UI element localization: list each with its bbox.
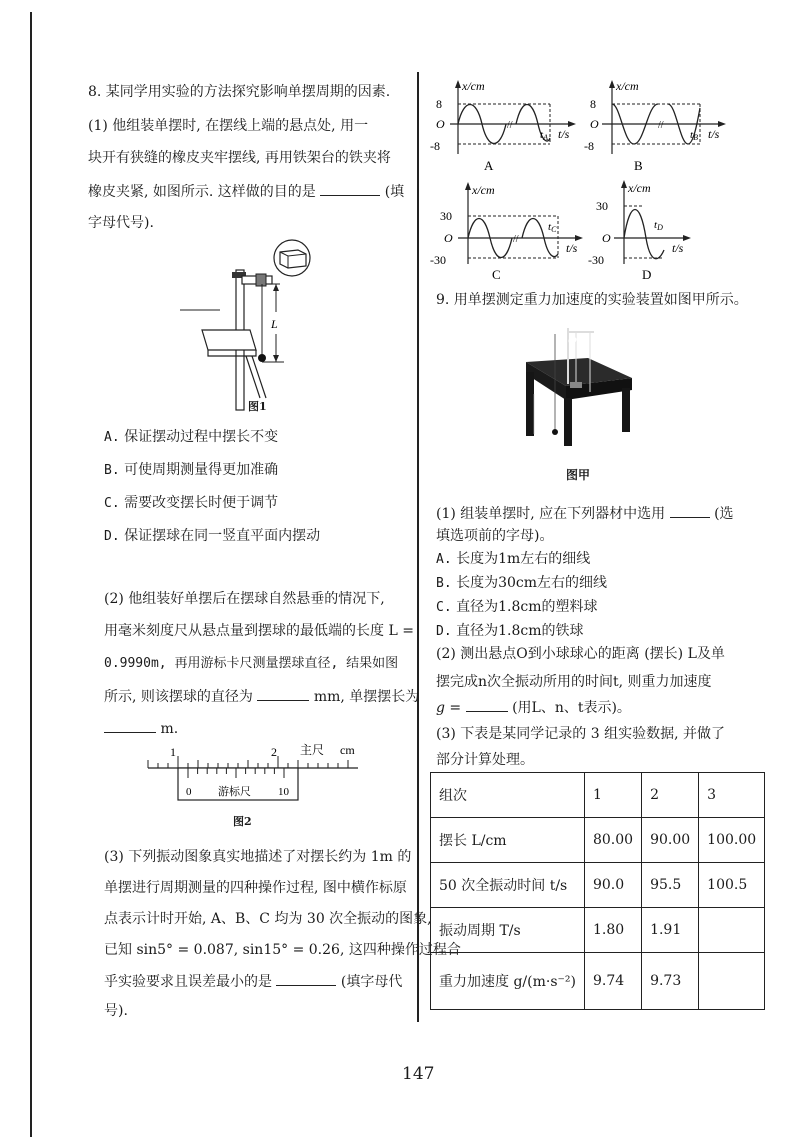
table-row xyxy=(431,953,765,1010)
graph-a-origin: O xyxy=(436,117,445,131)
q8-p1-line4: 字母代号). xyxy=(88,215,154,231)
svg-text://: // xyxy=(658,120,664,131)
graph-a-tlabel: t/s xyxy=(558,127,570,141)
fig2-vernier-label: 游标尺 xyxy=(218,786,251,798)
table-cell: 9.73 xyxy=(642,953,699,1010)
graph-b-t-marker xyxy=(690,129,698,142)
table-cell: 95.5 xyxy=(642,863,699,908)
graph-d-t-letter: t xyxy=(654,219,658,231)
graph-d-origin: O xyxy=(602,231,611,245)
graph-c-neg: -30 xyxy=(430,253,446,267)
q8-option-d-text: 保证摆球在同一竖直平面内摆动 xyxy=(124,528,321,544)
q9-option-a-letter: A. xyxy=(436,552,452,567)
q8-p3-line4: 已知 sin5° = 0.087, sin15° = 0.26, 这四种操作过程合 xyxy=(104,942,461,958)
graph-c-origin: O xyxy=(444,231,453,245)
graph-d-tlabel: t/s xyxy=(672,241,684,255)
q9-option-c-letter: C. xyxy=(436,600,452,615)
table-cell: 3 xyxy=(699,773,765,818)
table-cell: 90.0 xyxy=(584,863,641,908)
fig2-vernier-ten: 10 xyxy=(278,786,289,798)
q8-p1-line3-text: 橡皮夹紧, 如图所示. 这样做的目的是 xyxy=(88,184,316,200)
q9-option-c-text: 直径为1.8cm的塑料球 xyxy=(456,599,598,615)
graph-b-letter: B xyxy=(634,158,643,173)
table-row xyxy=(431,818,765,863)
graph-d-t-marker xyxy=(654,219,663,232)
q8-answer-blank-1[interactable] xyxy=(320,181,380,196)
q8-option-c-text: 需要改变摆长时便于调节 xyxy=(124,495,279,511)
graph-c-letter: C xyxy=(492,267,501,282)
graph-b-neg: -8 xyxy=(584,139,594,153)
q8-p3-line1: (3) 下列振动图象真实地描述了对摆长约为 1m 的 xyxy=(104,849,412,865)
q8-p1-line2: 块开有狭缝的橡皮夹牢摆线, 再用铁架台的铁夹将 xyxy=(88,150,391,166)
q8-p3-line5 xyxy=(104,971,402,992)
table-row xyxy=(431,863,765,908)
table-cell: 组次 xyxy=(431,773,585,818)
graph-b-t-letter: t xyxy=(690,129,694,141)
table-cell: 100.00 xyxy=(699,818,765,863)
figure-2-vernier-caliper xyxy=(140,742,370,804)
graph-d-ylabel: x/cm xyxy=(628,181,651,195)
q8-p2-line4-text: 所示, 则该摆球的直径为 xyxy=(104,689,253,705)
fig1-label-L: L xyxy=(271,317,278,331)
graph-a-t-letter: t xyxy=(540,129,544,141)
q8-p1-line3 xyxy=(88,181,404,202)
q9-data-table xyxy=(430,772,765,1010)
table-row xyxy=(431,908,765,953)
graph-d-letter: D xyxy=(642,267,652,282)
q8-option-a xyxy=(104,427,278,448)
q8-diameter-blank[interactable] xyxy=(257,686,309,701)
q9-option-d-letter: D. xyxy=(436,624,452,639)
q8-p2-line5 xyxy=(104,718,178,739)
graph-a-letter: A xyxy=(484,158,494,173)
figure-jia-caption: 图甲 xyxy=(566,468,591,482)
q9-p2-line3 xyxy=(436,697,631,718)
q8-p3-line5-text: 乎实验要求且误差最小的是 xyxy=(104,974,272,990)
q8-option-d-letter: D. xyxy=(104,529,120,544)
graph-a-neg: -8 xyxy=(430,139,440,153)
table-cell: 100.5 xyxy=(699,863,765,908)
graph-d-neg: -30 xyxy=(588,253,604,267)
fig2-tick-2: 2 xyxy=(271,745,277,759)
graph-c-ylabel: x/cm xyxy=(472,183,495,197)
graph-b-ylabel: x/cm xyxy=(616,79,639,93)
svg-text://: // xyxy=(513,234,519,245)
q9-option-b-letter: B. xyxy=(436,576,452,591)
q8-p3-line5-tail: (填字母代 xyxy=(340,974,403,990)
q8-p2-line4-tail: mm, 单摆摆长为 xyxy=(313,689,420,705)
q8-option-c-letter: C. xyxy=(104,496,120,511)
q9-option-c xyxy=(436,597,598,618)
page-number: 147 xyxy=(402,1064,435,1084)
graph-a-t-sub: A xyxy=(543,133,548,142)
q9-option-b xyxy=(436,573,607,594)
q9-option-a-text: 长度为1m左右的细线 xyxy=(456,551,591,567)
fig2-vernier-zero: 0 xyxy=(186,786,192,798)
graph-b xyxy=(584,79,726,173)
graph-d xyxy=(588,180,691,282)
q8-p3-line2: 单摆进行周期测量的四种操作过程, 图中横作标原 xyxy=(104,880,407,896)
q8-p3-line6: 号). xyxy=(104,1003,128,1019)
graph-b-origin: O xyxy=(590,117,599,131)
q9-p1-line1-text: (1) 组装单摆时, 应在下列器材中选用 xyxy=(436,506,666,522)
q8-option-a-text: 保证摆动过程中摆长不变 xyxy=(124,429,279,445)
svg-text://: // xyxy=(507,120,513,131)
table-cell: 摆长 L/cm xyxy=(431,818,585,863)
graph-d-t-sub: D xyxy=(657,223,663,232)
table-cell: 1.91 xyxy=(642,908,699,953)
graph-c-t-letter: t xyxy=(548,221,552,233)
table-cell: 50 次全振动时间 t/s xyxy=(431,863,585,908)
q8-option-b xyxy=(104,460,278,481)
vibration-graphs xyxy=(428,78,728,283)
table-cell: 重力加速度 g/(m·s⁻²) xyxy=(431,953,585,1010)
column-divider-line xyxy=(417,72,419,1022)
q9-g-blank[interactable] xyxy=(466,697,508,712)
table-header-row xyxy=(431,773,765,818)
figure-2-caption: 图2 xyxy=(233,815,252,828)
q8-answer-blank-3[interactable] xyxy=(276,971,336,986)
table-cell: 1.80 xyxy=(584,908,641,953)
q8-option-a-letter: A. xyxy=(104,430,120,445)
q8-p1-line3-tail: (填 xyxy=(384,184,405,200)
q9-option-d xyxy=(436,621,584,642)
table-cell: 1 xyxy=(584,773,641,818)
table-cell: 振动周期 T/s xyxy=(431,908,585,953)
q9-p2-line3-g: g = xyxy=(436,700,462,716)
q9-p2-line2: 摆完成n次全振动所用的时间t, 则重力加速度 xyxy=(436,674,712,690)
figure-1-caption: 图1 xyxy=(248,400,267,413)
fig2-tick-1: 1 xyxy=(170,745,176,759)
q8-p1-line1: (1) 他组装单摆时, 在摆线上端的悬点处, 用一 xyxy=(88,118,369,134)
graph-a-pos: 8 xyxy=(436,97,442,111)
q9-p1-line1-tail: (选 xyxy=(714,506,734,522)
table-cell xyxy=(699,908,765,953)
q9-p3-line1: (3) 下表是某同学记录的 3 组实验数据, 并做了 xyxy=(436,726,725,742)
q8-title: 8. 某同学用实验的方法探究影响单摆周期的因素. xyxy=(88,84,391,100)
graph-c-t-sub: C xyxy=(551,225,557,234)
graph-a-t-marker xyxy=(540,129,548,142)
graph-b-t-sub: B xyxy=(693,133,698,142)
q8-option-d xyxy=(104,526,320,547)
q8-p2-line3: 0.9990m, 再用游标卡尺测量摆球直径, 结果如图 xyxy=(104,656,399,671)
graph-a xyxy=(430,79,576,173)
q8-p2-line1: (2) 他组装好单摆后在摆球自然悬垂的情况下, xyxy=(104,591,385,607)
q8-length-blank[interactable] xyxy=(104,718,156,733)
graph-a-ylabel: x/cm xyxy=(462,79,485,93)
graph-c-tlabel: t/s xyxy=(566,241,578,255)
q9-option-a xyxy=(436,549,590,570)
q9-equipment-blank[interactable] xyxy=(670,503,710,518)
q8-p3-line3: 点表示计时开始, A、B、C 均为 30 次全振动的图象, xyxy=(104,911,432,927)
q8-option-b-letter: B. xyxy=(104,463,120,478)
graph-c xyxy=(430,182,583,282)
q9-option-d-text: 直径为1.8cm的铁球 xyxy=(456,623,584,639)
figure-jia-pendulum-table xyxy=(522,322,634,450)
figure-1-pendulum-stand xyxy=(180,238,340,413)
q9-p1-line2: 填选项前的字母)。 xyxy=(436,528,554,544)
q9-option-b-text: 长度为30cm左右的细线 xyxy=(456,575,608,591)
table-cell: 80.00 xyxy=(584,818,641,863)
table-cell: 2 xyxy=(642,773,699,818)
table-cell: 9.74 xyxy=(584,953,641,1010)
fig-jia-label-O: O xyxy=(568,333,577,347)
q8-p2-line4 xyxy=(104,686,419,707)
q9-p2-line1: (2) 测出悬点O到小球球心的距离 (摆长) L及单 xyxy=(436,646,725,662)
fig2-main-scale-label: 主尺 xyxy=(300,743,325,757)
left-margin-line xyxy=(30,12,32,1137)
q8-option-b-text: 可使周期测量得更加准确 xyxy=(124,462,279,478)
graph-b-tlabel: t/s xyxy=(708,127,720,141)
graph-c-t-marker xyxy=(548,221,557,234)
fig2-unit-label: cm xyxy=(340,743,355,757)
table-cell xyxy=(699,953,765,1010)
q9-p2-line3-tail: (用L、n、t表示)。 xyxy=(512,700,631,716)
q8-option-c xyxy=(104,493,278,514)
graph-b-pos: 8 xyxy=(590,97,596,111)
q8-p2-line2: 用毫米刻度尺从悬点量到摆球的最低端的长度 L = xyxy=(104,623,414,639)
graph-d-pos: 30 xyxy=(596,199,608,213)
q9-p1-line1 xyxy=(436,503,734,524)
table-cell: 90.00 xyxy=(642,818,699,863)
q9-p3-line2: 部分计算处理。 xyxy=(436,752,534,768)
q9-title: 9. 用单摆测定重力加速度的实验装置如图甲所示。 xyxy=(436,292,748,308)
graph-c-pos: 30 xyxy=(440,209,452,223)
q8-p2-line5-unit: m. xyxy=(160,721,179,737)
